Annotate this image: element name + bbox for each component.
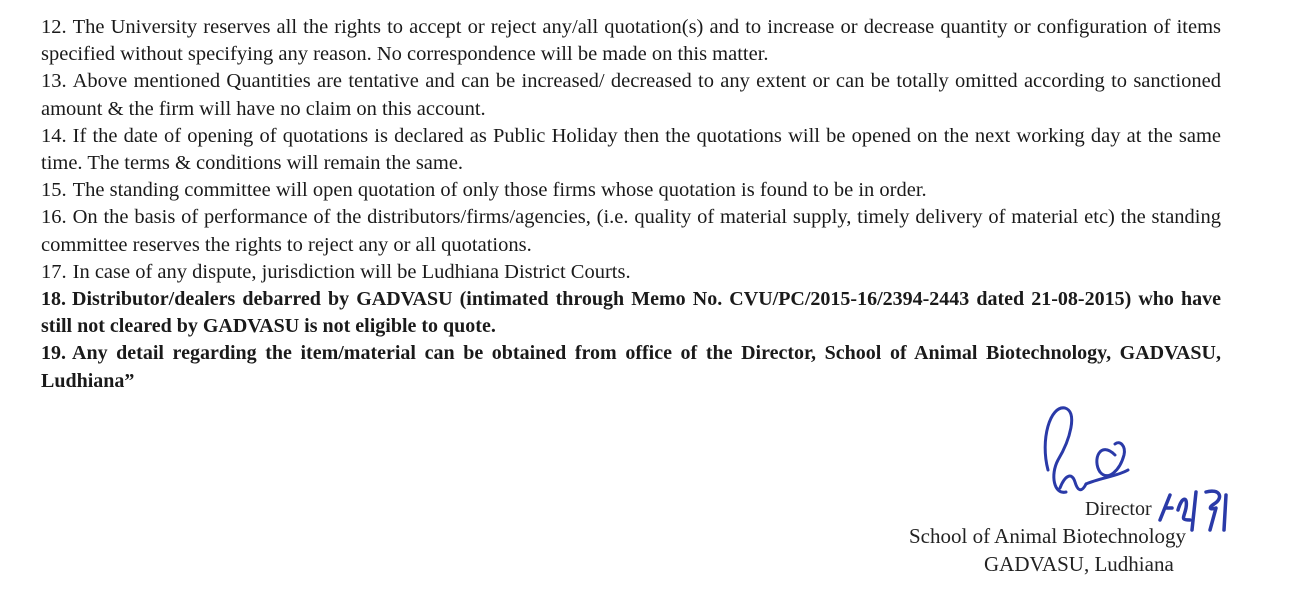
clause-number: 17. [41, 260, 67, 283]
clause-16 [41, 204, 1221, 258]
clause-text: Distributor/dealers debarred by GADVASU (intimated through Memo No. CVU/PC/2015-16/2394-2443 dated 21-08-2015) who have still not cleared by GADVASU is not eligible to quote. [41, 288, 1221, 338]
signatory-department: School of Animal Biotechnology [909, 524, 1187, 548]
clause-text: If the date of opening of quotations is declared as Public Holiday then the quotations will be opened on the next working day at the same time. The terms & conditions will remain the same. [41, 124, 1221, 175]
clause-number: 14. [41, 124, 67, 147]
clause-14 [41, 123, 1221, 177]
clause-12 [41, 14, 1221, 68]
clause-text: The University reserves all the rights to accept or reject any/all quotation(s) and to increase or decrease quantity or configuration of items specified without specifying any reason. No correspondence will be made on this matter. [41, 16, 1221, 66]
handwritten-signature [1020, 400, 1240, 550]
clause-text: Above mentioned Quantities are tentative and can be increased/ decreased to any extent or can be totally omitted according to sanctioned amount & the firm will have no claim on this account. [41, 70, 1221, 120]
clause-number: 19. [41, 342, 66, 365]
signatory-designation: Director [1085, 498, 1152, 520]
clause-17 [41, 259, 1221, 286]
clause-18 [41, 286, 1221, 340]
clause-number: 12. [41, 16, 67, 38]
clause-text: The standing committee will open quotation of only those firms whose quotation is found to be in order. [72, 179, 927, 202]
clause-number: 13. [41, 70, 67, 93]
clause-text: In case of any dispute, jurisdiction will be Ludhiana District Courts. [72, 260, 631, 283]
terms-list [41, 14, 1221, 395]
signatory-place: GADVASU, Ludhiana [984, 552, 1174, 576]
clause-text: On the basis of performance of the distributors/firms/agencies, (i.e. quality of material supply, timely delivery of material etc) the standing committee reserves the rights to reject any or all quotations. [41, 206, 1221, 256]
clause-number: 15. [41, 179, 67, 202]
clause-13 [41, 68, 1221, 122]
signature-block [900, 400, 1240, 590]
clause-19 [41, 340, 1221, 394]
clause-15 [41, 177, 1221, 204]
clause-number: 16. [41, 206, 67, 229]
clause-text: Any detail regarding the item/material can be obtained from office of the Director, School of Animal Biotechnology, GADVASU, Ludhiana” [41, 342, 1221, 392]
clause-number: 18. [41, 288, 66, 311]
